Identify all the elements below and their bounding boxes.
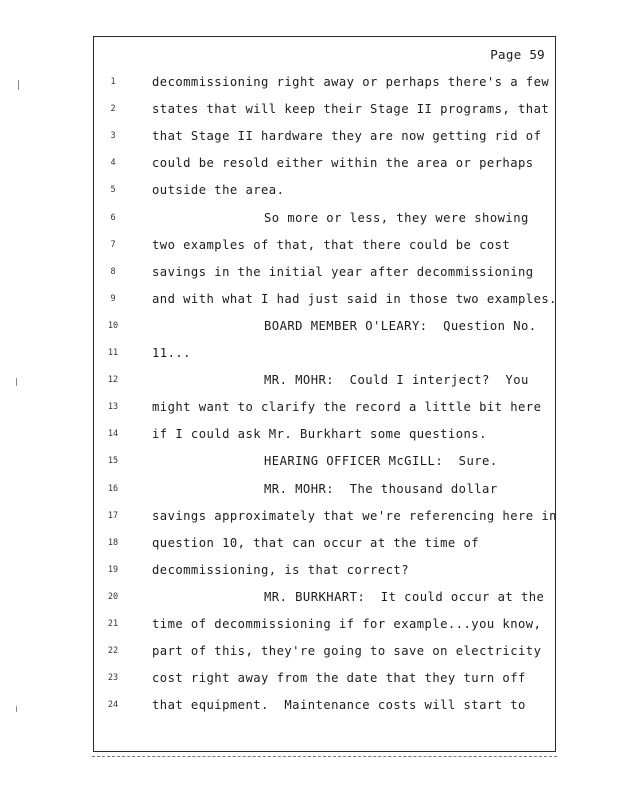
line-number: 8 (110, 266, 116, 277)
line-text: that equipment. Maintenance costs will start to (152, 698, 526, 713)
transcript-line (94, 373, 555, 391)
line-number: 24 (107, 700, 119, 711)
line-text: HEARING OFFICER McGILL: Sure. (264, 454, 498, 469)
transcript-line (94, 265, 555, 283)
line-text: if I could ask Mr. Burkhart some questions. (152, 427, 487, 442)
line-text: could be resold either within the area or perhaps (152, 156, 534, 171)
transcript-line (94, 509, 555, 527)
transcript-line (94, 482, 555, 500)
line-number: 9 (110, 293, 116, 304)
line-text: that Stage II hardware they are now getting rid of (152, 129, 542, 144)
line-text: 11... (152, 346, 191, 360)
line-text: MR. MOHR: The thousand dollar (264, 481, 498, 496)
transcript-line (94, 644, 555, 662)
line-number: 18 (107, 537, 119, 548)
line-text: savings approximately that we're referencing here in (152, 508, 557, 523)
transcript-line (94, 238, 555, 256)
line-number: 16 (107, 483, 119, 494)
scan-mark (16, 706, 17, 712)
transcript-line (94, 102, 555, 120)
transcript-line (94, 319, 555, 337)
scan-mark (16, 378, 17, 386)
line-text: time of decommissioning if for example...you know, (152, 617, 542, 631)
line-text: savings in the initial year after decommissioning (152, 264, 534, 279)
transcript-line (94, 183, 555, 201)
transcript-line (94, 75, 555, 93)
transcript-line (94, 590, 555, 608)
line-number: 19 (107, 564, 119, 575)
line-text: might want to clarify the record a little bit here (152, 400, 542, 415)
line-number: 22 (107, 646, 119, 657)
line-text: and with what I had just said in those two examples. (152, 291, 557, 306)
line-text: outside the area. (152, 183, 285, 198)
transcript-line (94, 211, 555, 229)
line-text: BOARD MEMBER O'LEARY: Question No. (264, 318, 537, 333)
line-text: decommissioning, is that correct? (152, 562, 409, 577)
line-text: question 10, that can occur at the time of (152, 535, 480, 550)
transcript-line (94, 671, 555, 689)
transcript-line (94, 156, 555, 174)
line-text: two examples of that, that there could be cost (152, 237, 511, 252)
line-number: 23 (107, 673, 119, 684)
line-text: states that will keep their Stage II programs, that (152, 102, 550, 117)
line-text: cost right away from the date that they turn off (152, 671, 526, 686)
line-text: MR. MOHR: Could I interject? You (264, 373, 529, 388)
transcript-line (94, 698, 555, 716)
transcript-line (94, 454, 555, 472)
page-number: Page 59 (490, 47, 545, 62)
line-number: 5 (110, 185, 116, 196)
transcript-line (94, 129, 555, 147)
line-text: So more or less, they were showing (264, 210, 529, 225)
line-number: 10 (107, 320, 119, 331)
line-number: 20 (107, 591, 119, 602)
line-number: 11 (107, 348, 119, 358)
line-number: 4 (110, 158, 116, 169)
transcript-line (94, 400, 555, 418)
line-number: 7 (110, 239, 116, 250)
line-number: 14 (107, 429, 119, 440)
line-number: 12 (107, 375, 119, 386)
transcript-line (94, 427, 555, 445)
transcript-line (94, 536, 555, 554)
line-text: part of this, they're going to save on electricity (152, 644, 542, 659)
transcript-line (94, 346, 555, 364)
line-text: decommissioning right away or perhaps there's a few (152, 75, 550, 89)
line-number: 13 (107, 402, 119, 413)
transcript-line (94, 617, 555, 635)
transcript-line (94, 292, 555, 310)
line-number: 21 (107, 619, 119, 629)
transcript-page (93, 36, 556, 752)
line-number: 2 (110, 104, 116, 115)
line-number: 3 (110, 131, 116, 142)
scan-mark (18, 80, 19, 90)
line-number: 6 (110, 212, 116, 223)
line-number: 1 (110, 77, 116, 87)
line-number: 17 (107, 510, 119, 521)
transcript-line (94, 563, 555, 581)
line-text: MR. BURKHART: It could occur at the (264, 589, 545, 604)
line-number: 15 (107, 456, 119, 467)
